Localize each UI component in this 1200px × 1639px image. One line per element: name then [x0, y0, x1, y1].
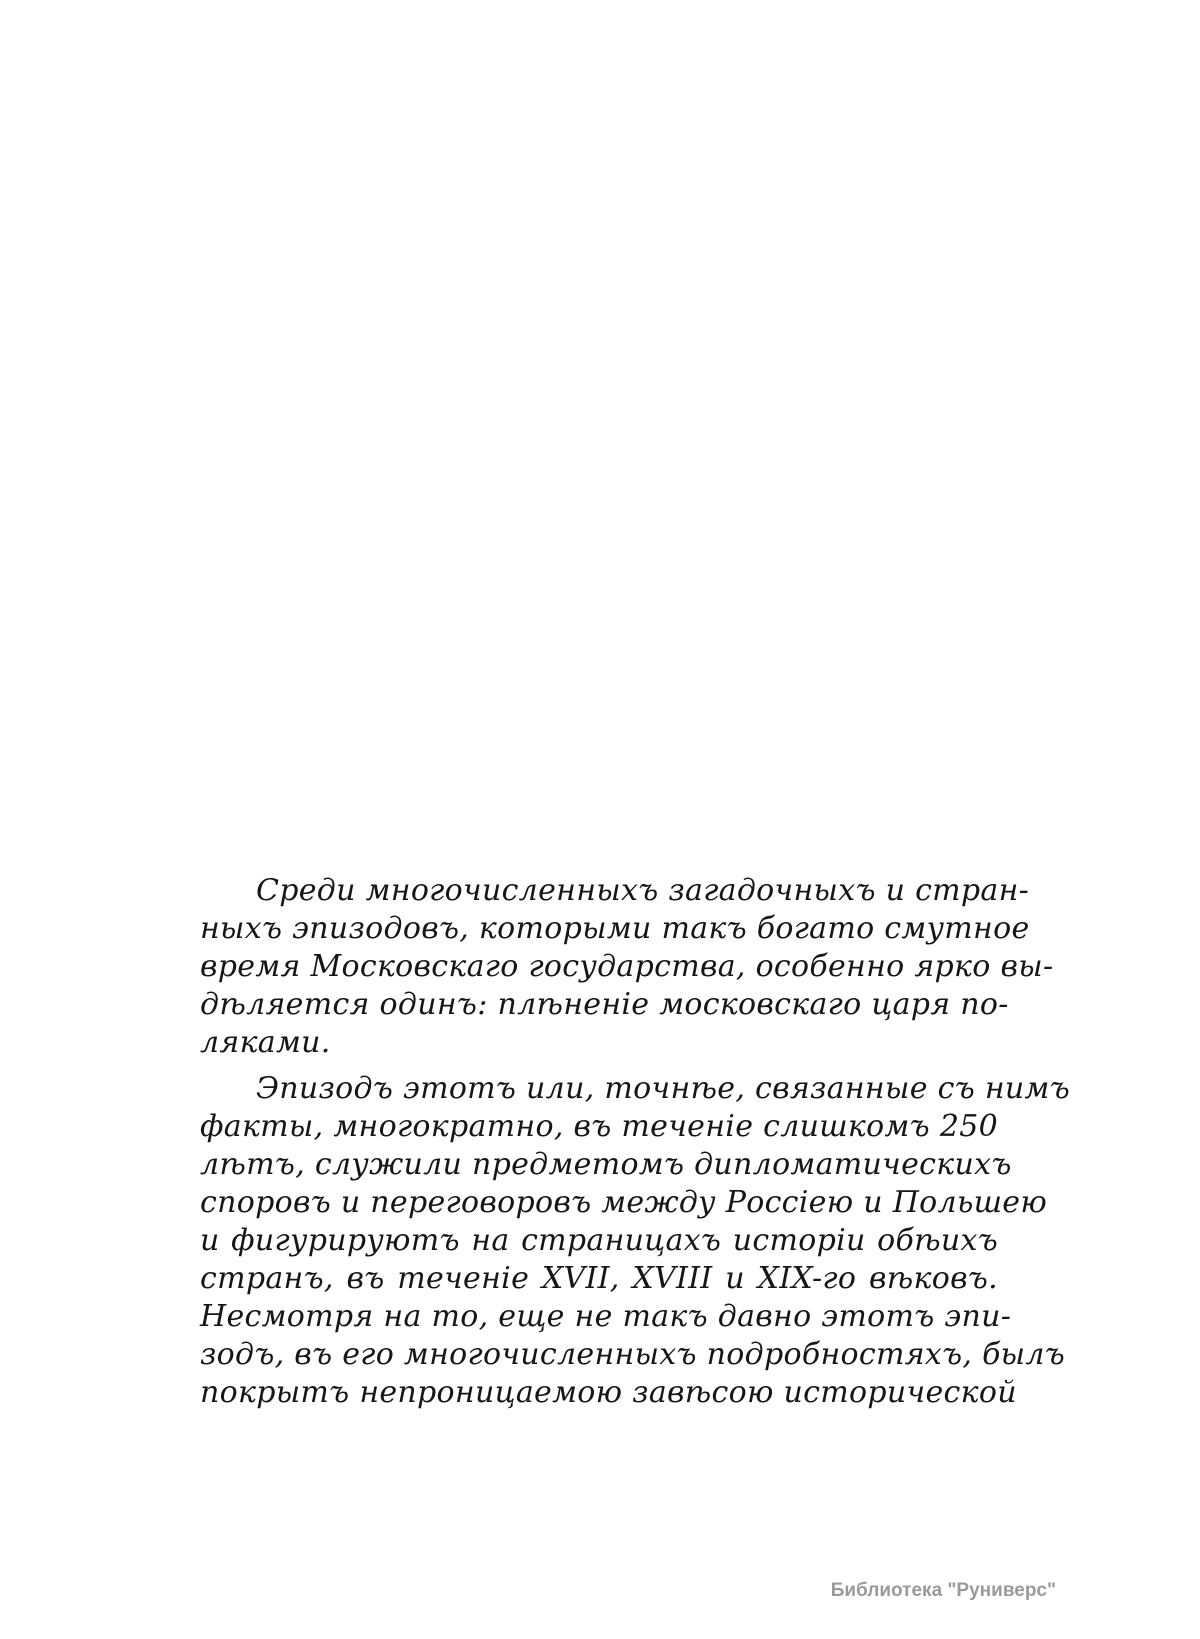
- text-line: дѣляется одинъ: плѣненіе московскаго царя по-: [200, 987, 1009, 1022]
- text-line: Среди многочисленныхъ загадочныхъ и стран-: [256, 873, 1030, 908]
- text-line: Эпизодъ этотъ или, точнѣе, связанные съ нимъ: [256, 1071, 1071, 1106]
- text-line: и фигурируютъ на страницахъ исторіи обѣихъ: [200, 1223, 998, 1258]
- text-line: время Московскаго государства, особенно ярко вы-: [200, 949, 1054, 984]
- library-watermark: Библиотека "Руниверс": [830, 1580, 1056, 1601]
- text-line: зодъ, въ его многочисленныхъ подробностяхъ, былъ: [200, 1337, 1066, 1372]
- text-line: покрытъ непроницаемою завѣсою исторической: [200, 1375, 1017, 1410]
- text-line: Несмотря на то, еще не такъ давно этотъ эпи-: [200, 1299, 1012, 1334]
- text-line: споровъ и переговоровъ между Россіею и Польшею: [200, 1185, 1048, 1220]
- text-line: лѣтъ, служили предметомъ дипломатическихъ: [200, 1147, 1012, 1182]
- body-text: [200, 872, 1071, 1412]
- text-line: ляками.: [200, 1025, 331, 1060]
- text-line: странъ, въ теченіе XVII, XVIII и XIX-го вѣковъ.: [200, 1261, 998, 1296]
- text-line: факты, многократно, въ теченіе слишкомъ 250: [200, 1109, 998, 1144]
- paragraph-gap: [200, 1062, 998, 1070]
- text-line: ныхъ эпизодовъ, которыми такъ богато смутное: [200, 911, 1030, 946]
